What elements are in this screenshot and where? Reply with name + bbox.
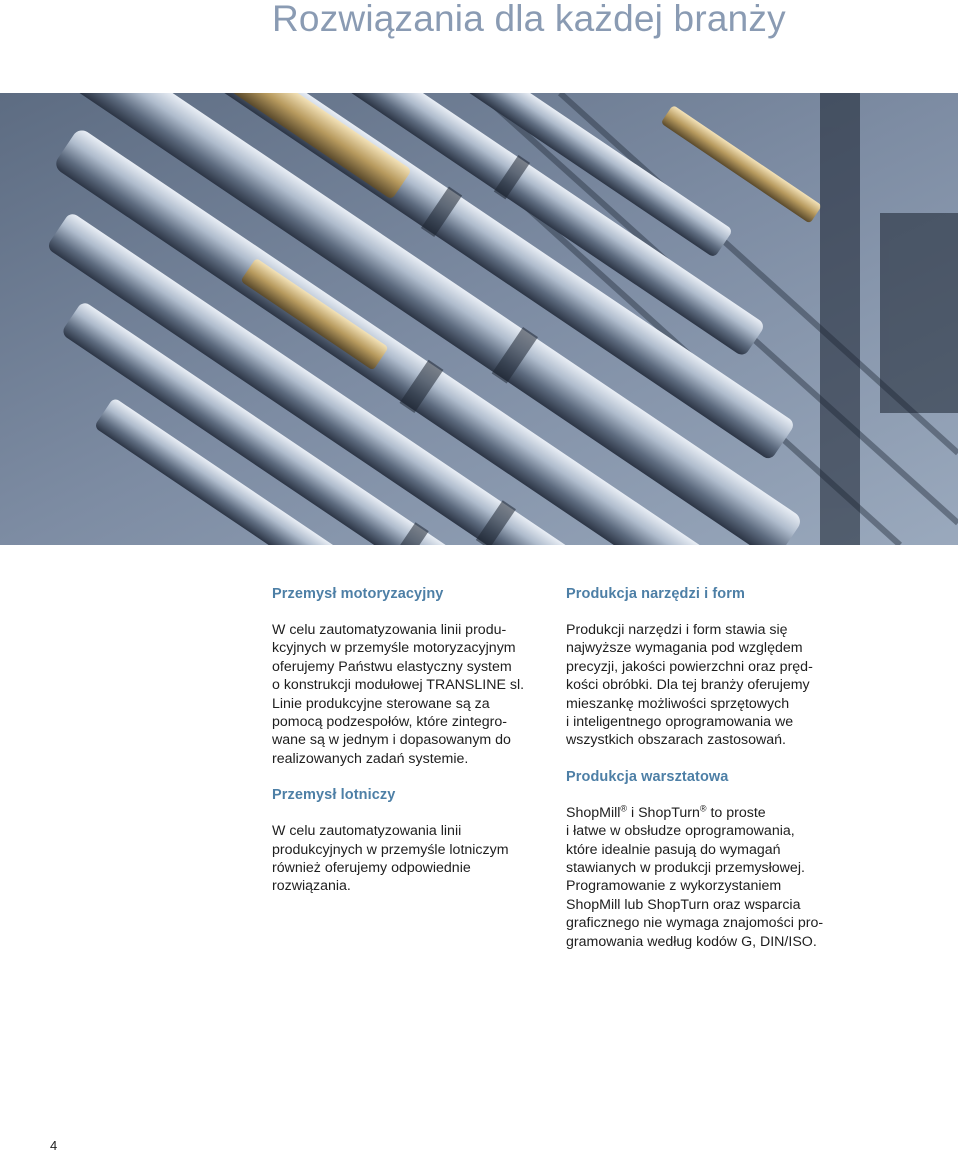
heading-aerospace: Przemysł lotniczy [272,787,396,804]
heading-toolmaking: Produkcja narzędzi i form [566,586,745,602]
text-line [566,804,856,822]
paragraph-toolmaking [566,621,856,750]
text-line: i łatwe w obsłudze oprogramowania, [566,823,795,840]
registered-mark: ® [699,803,707,814]
text-line: ShopMill lub ShopTurn oraz wsparcia [566,896,801,913]
text-line: stawianych w produkcji przemysłowej. [566,860,805,877]
product-name: ShopMill [566,804,621,821]
text-line: W celu zautomatyzowania linii produ- [272,622,507,638]
heading-automotive: Przemysł motoryzacyjny [272,586,444,602]
text-line: W celu zautomatyzowania linii [272,823,462,840]
text-line: gramowania według kodów G, DIN/ISO. [566,933,817,950]
text-segment: i ShopTurn [627,804,700,821]
text-line: precyzji, jakości powierzchni oraz pręd- [566,658,813,675]
text-line: mieszankę możliwości sprzętowych [566,695,790,712]
machine-tools-photo-icon [0,93,958,545]
heading-workshop: Produkcja warsztatowa [566,768,729,785]
paragraph-workshop [566,804,856,951]
text-line: pomocą podzespołów, które zintegro- [272,714,508,731]
text-line: produkcyjnych w przemyśle lotniczym [272,841,509,858]
text-line: realizowanych zadań systemie. [272,750,469,767]
text-line: najwyższe wymagania pod względem [566,640,803,657]
registered-mark: ® [620,803,628,814]
hero-image [0,93,958,545]
text-line: oferujemy Państwu elastyczny system [272,658,512,675]
right-column [566,585,856,969]
paragraph-automotive [272,621,544,768]
page-number: 4 [50,1138,58,1153]
text-line: Programowanie z wykorzystaniem [566,878,782,895]
text-line: graficznego nie wymaga znajomości pro- [566,915,824,932]
paragraph-aerospace [272,822,544,896]
page-title: Rozwiązania dla każdej branży [272,0,786,39]
text-line: kcyjnych w przemyśle motoryzacyjnym [272,640,516,657]
text-line: i inteligentnego oprogramowania we [566,714,794,731]
text-line: Linie produkcyjne sterowane są za [272,695,490,712]
text-line: również oferujemy odpowiednie [272,860,471,877]
text-line: o konstrukcji modułowej TRANSLINE sl. [272,677,525,694]
text-segment: to proste [706,804,766,821]
text-line: kości obróbki. Dla tej branży oferujemy [566,677,810,694]
left-column [272,585,544,914]
text-line: rozwiązania. [272,878,351,895]
text-line: wane są w jednym i dopasowanym do [272,732,511,749]
text-line: które idealnie pasują do wymagań [566,841,781,858]
text-line: Produkcji narzędzi i form stawia się [566,622,788,638]
text-line: wszystkich obszarach zastosowań. [566,732,786,749]
